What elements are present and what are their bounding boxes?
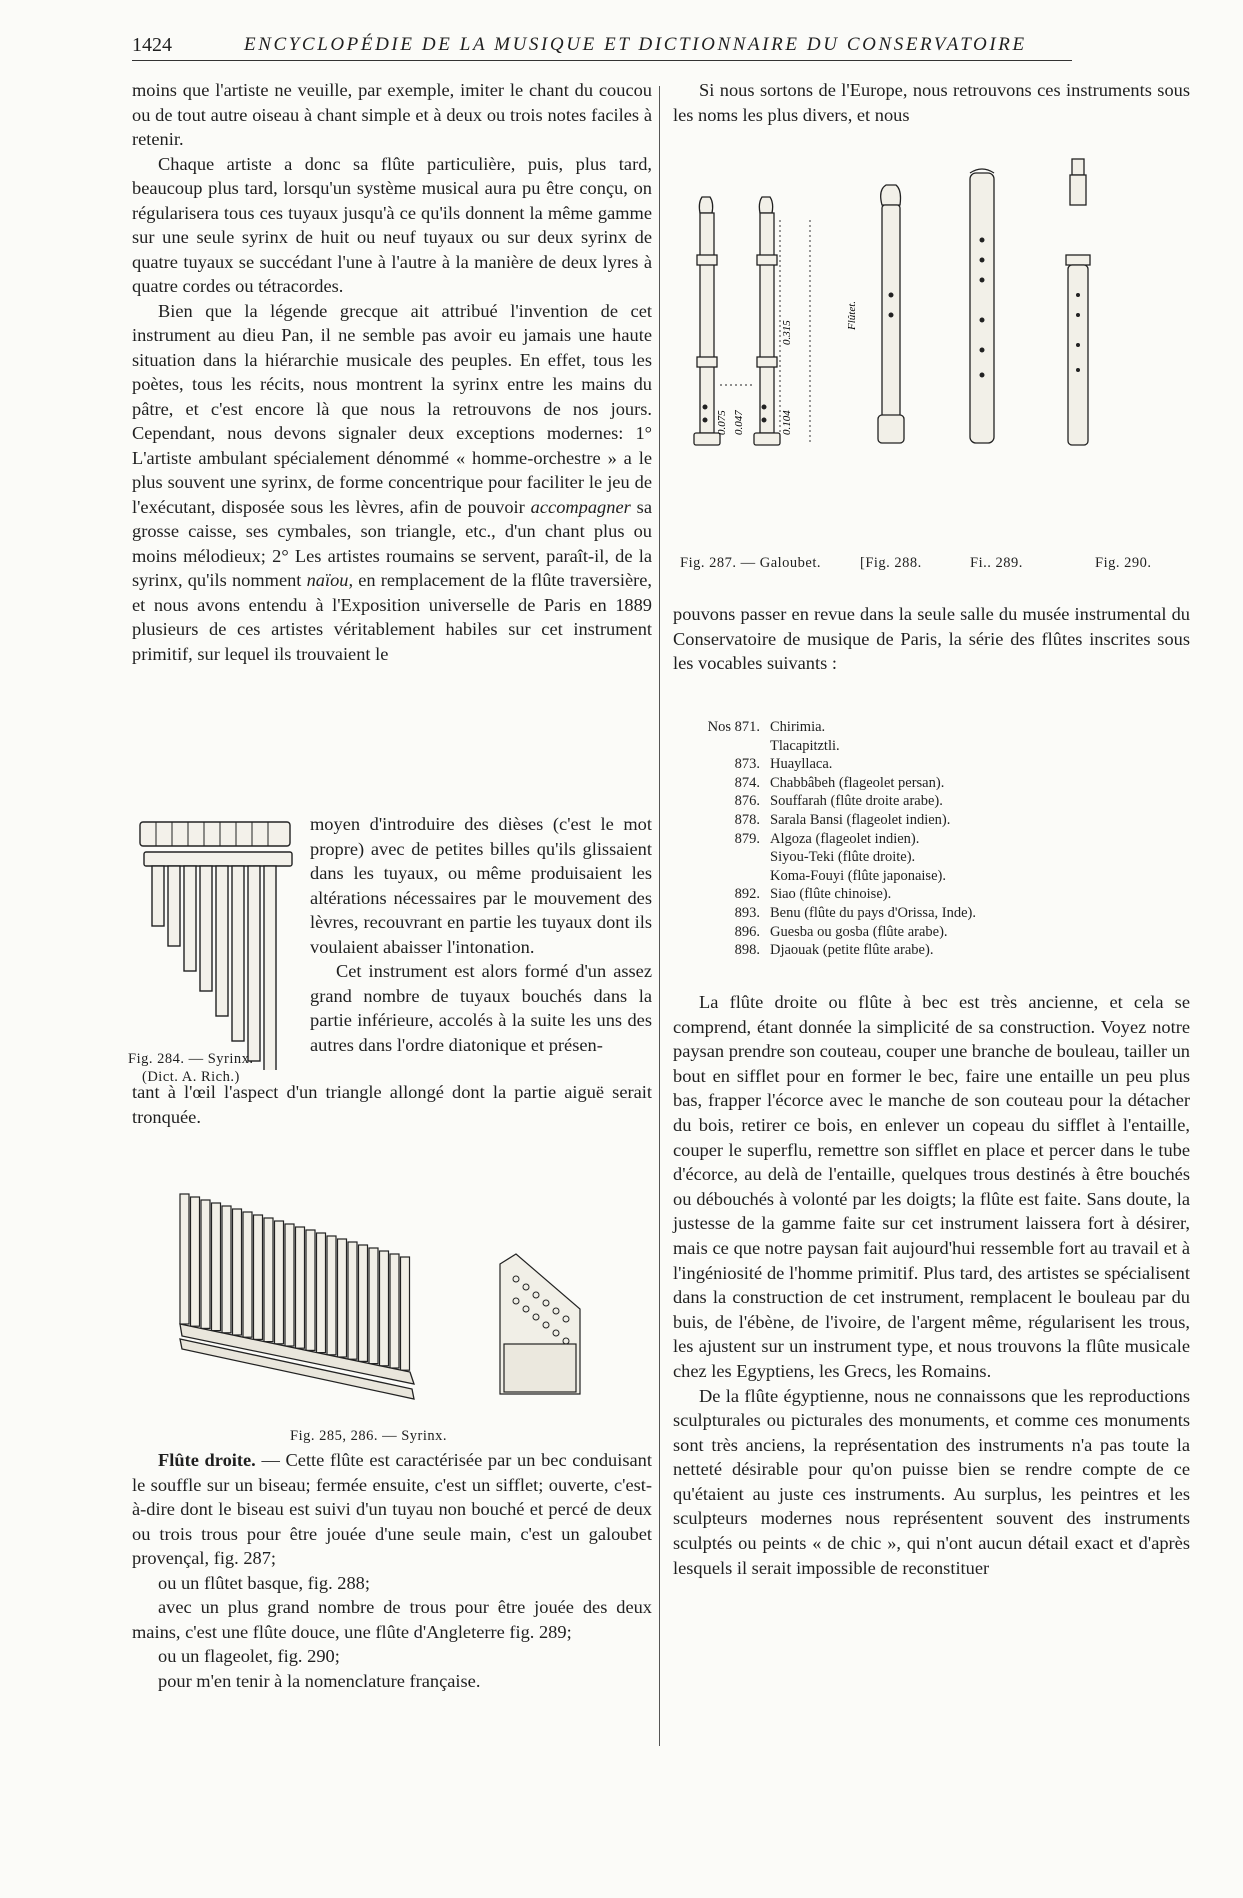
catalog-number	[690, 867, 770, 886]
fig287-caption: Fig. 287. — Galoubet.	[680, 555, 821, 571]
catalog-number: 874.	[734, 774, 760, 791]
catalog-row	[690, 737, 1170, 756]
catalog-number: 879.	[734, 830, 760, 847]
flute-figures-287-290	[680, 145, 1200, 545]
paragraph: Si nous sortons de l'Europe, nous retrouvons ces instruments sous les noms les plus divers, et nous	[673, 80, 1190, 125]
paragraph: Chaque artiste a donc sa flûte particulière, puis, plus tard, beaucoup plus tard, lorsqu'un système musical aura pu être conçu, on régularisera tous ces tuyaux jusqu'à ce qu'ils donnent la même gamme sur une seule syrinx de huit ou neuf tuyaux ou sur deux syrinx de quatre tuyaux se succédant l'une à l'autre à la manière de deux lyres à quatre cordes ou tétracordes.	[132, 153, 652, 296]
catalog-name: Koma-Fouyi (flûte japonaise).	[770, 867, 946, 884]
catalog-row	[690, 755, 1170, 774]
catalog-row	[690, 811, 1170, 830]
section-heading: Flûte droite.	[158, 1450, 256, 1470]
fig285-caption: Fig. 285, 286. — Syrinx.	[290, 1428, 448, 1444]
caption-line: Fig. 284. — Syrinx.	[128, 1051, 254, 1067]
catalog-name: Algoza (flageolet indien).	[770, 830, 920, 847]
fig289-caption: Fi.. 289.	[970, 555, 1023, 571]
catalog-row	[690, 848, 1170, 867]
catalog-number: 892.	[734, 886, 760, 903]
catalog-name: Souffarah (flûte droite arabe).	[770, 793, 943, 810]
running-title: ENCYCLOPÉDIE DE LA MUSIQUE ET DICTIONNAIRE DU CONSERVATOIRE	[244, 34, 1027, 55]
fig288-caption: [Fig. 288.	[860, 555, 922, 571]
catalog-number	[690, 737, 770, 756]
paragraph: La flûte droite ou flûte à bec est très ancienne, et cela se comprend, étant donnée la simplicité de sa construction. Voyez notre paysan prendre son couteau, couper une branche de bouleau, tailler un bout en sifflet pour en former le bec, faire une entaille un peu plus bas, frapper l'écorce avec le manche de son couteau pour la détacher du bois, retirer ce bois, en enlever un copeau du sifflet à l'entaille, couper le superflu, remettre son sifflet en place et percer dans le tube d'écorce, au delà de l'entaille, quelques trous destinés à être bouchés ou débouchés à volonté par les doigts; la flûte est faite. Sans doute, la justesse de la gamme faite sur cet instrument laissera fort à désirer, mais ce que notre paysan fait aujourd'hui ressemble fort au travail et à l'ingéniosité de l'homme primitif. Plus tard, des artistes se spécialisent dans la construction de cet instrument, remplacent le bouleau par du buis, de l'ébène, de l'ivoire, de l'argent même, régularisent les trous, les ajustent sur un instrument type, et nous trouvons la flûte musicale chez les Egyptiens, les Grecs, les Romains.	[673, 992, 1190, 1381]
catalog-number	[690, 848, 770, 867]
caption-line: (Dict. A. Rich.)	[142, 1069, 240, 1085]
catalog-number: Nos 871.	[707, 719, 760, 735]
catalog-name: Tlacapitztli.	[770, 737, 840, 754]
dimension-label: 0.047	[733, 410, 745, 435]
catalog-number: 898.	[734, 942, 760, 959]
text-run: — Cette flûte est caractérisée par un bec conduisant le souffle sur un biseau; fermée ensuite, c'est un sifflet; ouverte, c'est-à-dire dont le biseau est suivi d'un tuyau non bouché et percé de deux ou trois trous pour être jouée d'une seule main, c'est un galoubet provençal, fig. 287;	[132, 1450, 652, 1568]
catalog-row	[690, 774, 1170, 793]
catalog-name: Sarala Bansi (flageolet indien).	[770, 811, 951, 828]
paragraph: Cet instrument est alors formé d'un assez grand nombre de tuyaux bouchés dans la partie inférieure, accolés à la suite les uns des autres dans l'ordre diatonique et présen-	[310, 961, 652, 1055]
catalog-number: 873.	[734, 756, 760, 773]
catalog-name: Chirimia.	[770, 719, 826, 735]
paragraph: pour m'en tenir à la nomenclature française.	[158, 1670, 481, 1691]
column-divider	[659, 86, 660, 1746]
paragraph: ou un flûtet basque, fig. 288;	[158, 1572, 370, 1593]
flutet-label: Flûtet.	[846, 300, 858, 330]
paragraph: tant à l'œil l'aspect d'un triangle allongé dont la partie aiguë serait tronquée.	[132, 1082, 652, 1127]
catalog-row	[690, 867, 1170, 886]
catalog-number: 876.	[734, 793, 760, 810]
dimension-label: 0.104	[781, 410, 793, 435]
text-run: en remplacement de la flûte traversière, et nous avons entendu à l'Exposition universelle de Paris en 1889 plusieurs de ces artistes véritablement habiles sur cet instrument primitif, sur lequel ils trouvaient le	[132, 570, 652, 664]
right-column-bottom	[673, 990, 1190, 1580]
syrinx-figure-284	[132, 812, 304, 1070]
italic-word: naïou,	[306, 570, 354, 590]
catalog-name: Djaouak (petite flûte arabe).	[770, 942, 934, 959]
catalog-number: 893.	[734, 904, 760, 921]
catalog-row	[690, 718, 1170, 737]
syrinx-side-text	[310, 812, 652, 1057]
flute-captions	[680, 555, 1190, 575]
left-column	[132, 78, 652, 666]
catalog-name: Chabbâbeh (flageolet persan).	[770, 774, 945, 791]
syrinx-figure-285-286	[160, 1184, 630, 1409]
catalog-name: Guesba ou gosba (flûte arabe).	[770, 923, 948, 940]
page-number: 1424	[132, 34, 172, 56]
catalog-name: Benu (flûte du pays d'Orissa, Inde).	[770, 904, 976, 921]
fig290-caption: Fig. 290.	[1095, 555, 1152, 571]
catalog-name: Huayllaca.	[770, 756, 833, 773]
catalog-row	[690, 830, 1170, 849]
paragraph: moins que l'artiste ne veuille, par exemple, imiter le chant du coucou ou de tout autre oiseau à chant simple et à deux ou trois notes faciles à retenir.	[132, 80, 652, 149]
right-column-middle	[673, 602, 1190, 676]
catalog-row	[690, 792, 1170, 811]
right-column-top	[673, 78, 1190, 127]
catalog-name: Siao (flûte chinoise).	[770, 886, 892, 903]
catalog-row	[690, 885, 1170, 904]
catalog-row	[690, 904, 1170, 923]
dimension-label: 0.315	[781, 320, 793, 345]
dimension-label: 0.075	[716, 410, 728, 435]
paragraph: pouvons passer en revue dans la seule salle du musée instrumental du Conservatoire de musique de Paris, la série des flûtes inscrites sous les vocables suivants :	[673, 604, 1190, 673]
catalog-row	[690, 941, 1170, 960]
paragraph: De la flûte égyptienne, nous ne connaissons que les reproductions sculpturales ou picturales des monuments, et comme ces monuments sont très anciens, la représentation des instruments n'a pas toute la netteté désirable pour qu'on puisse bien se rendre compte de ce qu'étaient au juste ces instruments. Au surplus, les peintres et les sculpteurs modernes nous représentent souvent des instruments sculptés ou peints « de chic », qui n'ont aucun détail exact et d'après lesquels il serait impossible de reconstituer	[673, 1385, 1190, 1578]
text-run: Bien que la légende grecque ait attribué l'invention de cet instrument au dieu Pan, il ne semble pas avoir eu jamais une haute situation dans la hiérarchie musicale des peuples. En effet, tous les poètes, tous les récits, nous montrent la syrinx entre les mains du pâtre, et c'est encore là que nous la retrouvons de nos jours. Cependant, nous devons signaler deux exceptions modernes: 1° L'artiste ambulant spécialement dénommé « homme-orchestre » a le plus souvent une syrinx, de forme concentrique pour faciliter le jeu de l'exécutant, disposée sous les lèvres, afin de pouvoir	[132, 300, 652, 517]
paragraph: moyen d'introduire des dièses (c'est le mot propre) avec de petites billes qu'ils glissaient dans les tuyaux, ou même produisaient les altérations nécessaires par le mouvement des lèvres, recouvrant en partie les tuyaux dont ils voulaient abaisser l'intonation.	[310, 814, 652, 957]
paragraph: ou un flageolet, fig. 290;	[158, 1646, 340, 1666]
page-header	[132, 30, 1072, 61]
syrinx-continuation	[132, 1080, 652, 1129]
paragraph: avec un plus grand nombre de trous pour être jouée des deux mains, c'est une flûte douce, une flûte d'Angleterre fig. 289;	[132, 1597, 652, 1642]
catalog-row	[690, 923, 1170, 942]
paragraph	[132, 299, 652, 667]
catalog-number: 878.	[734, 811, 760, 828]
catalog-number: 896.	[734, 923, 760, 940]
italic-word: accompagner	[530, 496, 631, 517]
text-run: sa grosse caisse, ses cymbales, son triangle, etc., d'un chant plus ou moins mélodieux; 2° Les artistes roumains se servent, paraît-il, de la syrinx, qu'ils nomment	[132, 496, 652, 590]
flute-droite-section	[132, 1448, 652, 1693]
catalog-name: Siyou-Teki (flûte droite).	[770, 849, 916, 866]
paragraph	[132, 1448, 652, 1571]
flute-catalog	[690, 718, 1170, 960]
